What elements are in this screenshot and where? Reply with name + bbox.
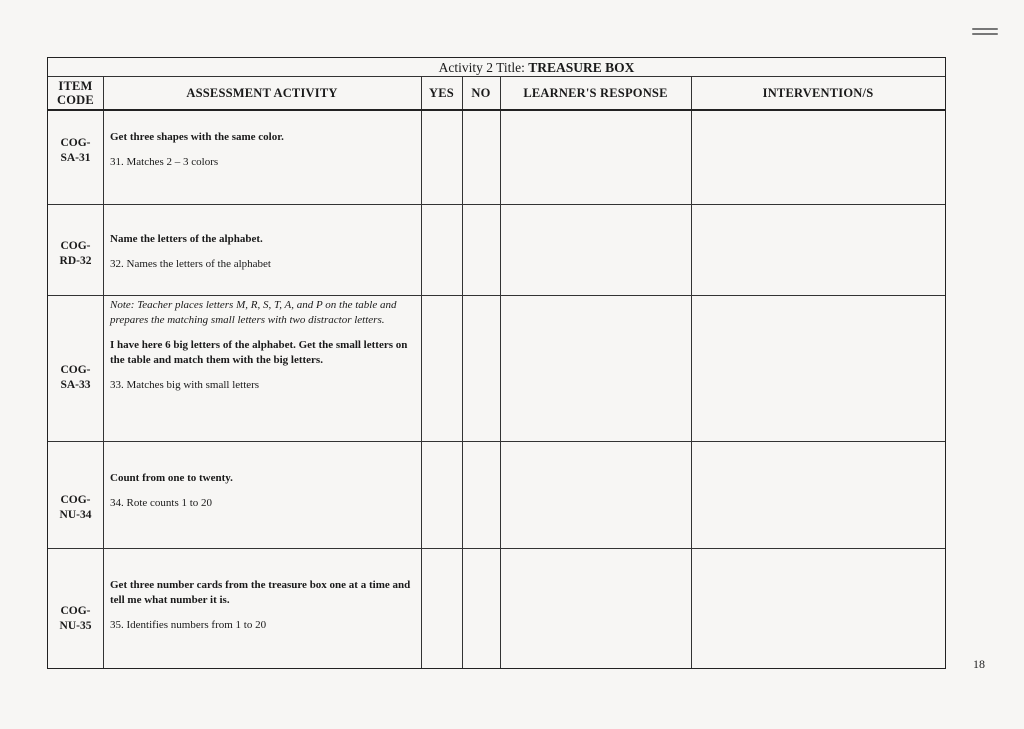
column-divider [462,77,463,668]
item-code: COG- NU-35 [59,605,92,632]
header-assessment-activity: ASSESSMENT ACTIVITY [186,86,338,100]
column-divider [691,77,692,668]
activity-note: Note: Teacher places letters M, R, S, T, A, and P on the table and prepares the matching small letters with two distractor letters. [110,299,397,326]
assessment-activity-cell [110,578,415,633]
item-code: COG- RD-32 [59,239,92,267]
item-code: COG- SA-31 [60,137,91,164]
activity-instruction: Get three number cards from the treasure box one at a time and tell me what number it is. [110,579,411,606]
activity-title [48,58,945,77]
assessment-activity-cell [110,232,415,272]
header-no: NO [471,86,491,100]
header-yes: YES [429,86,454,100]
activity-instruction: Get three shapes with the same color. [110,131,284,143]
item-code: COG- NU-34 [59,493,92,521]
activity-title-name: TREASURE BOX [528,60,635,75]
assessment-activity-cell [110,130,415,170]
corner-mark-icon [972,28,998,40]
activity-indicator: 33. Matches big with small letters [110,379,260,391]
assessment-activity-cell [110,298,415,393]
activity-instruction: I have here 6 big letters of the alphabet. Get the small letters on the table and match them with the big letters. [110,339,408,366]
column-divider [103,77,104,668]
column-divider [500,77,501,668]
page-number: 18 [973,657,985,671]
item-code: COG- SA-33 [60,364,91,391]
row-divider [48,548,945,549]
header-divider [48,109,945,111]
activity-indicator: 32. Names the letters of the alphabet [110,258,271,270]
activity-title-prefix: Activity 2 Title: [438,60,525,75]
header-learners-response: LEARNER'S RESPONSE [523,86,668,100]
row-divider [48,204,945,205]
header-interventions: INTERVENTION/S [762,86,874,100]
activity-indicator: 31. Matches 2 – 3 colors [110,156,219,168]
assessment-activity-cell [110,471,415,511]
header-item-code: ITEM CODE [57,79,94,107]
activity-instruction: Count from one to twenty. [110,472,233,484]
row-divider [48,441,945,442]
activity-indicator: 34. Rote counts 1 to 20 [110,497,213,509]
row-divider [48,295,945,296]
assessment-table [47,57,946,669]
column-divider [421,77,422,668]
activity-instruction: Name the letters of the alphabet. [110,233,263,245]
activity-indicator: 35. Identifies numbers from 1 to 20 [110,619,267,631]
